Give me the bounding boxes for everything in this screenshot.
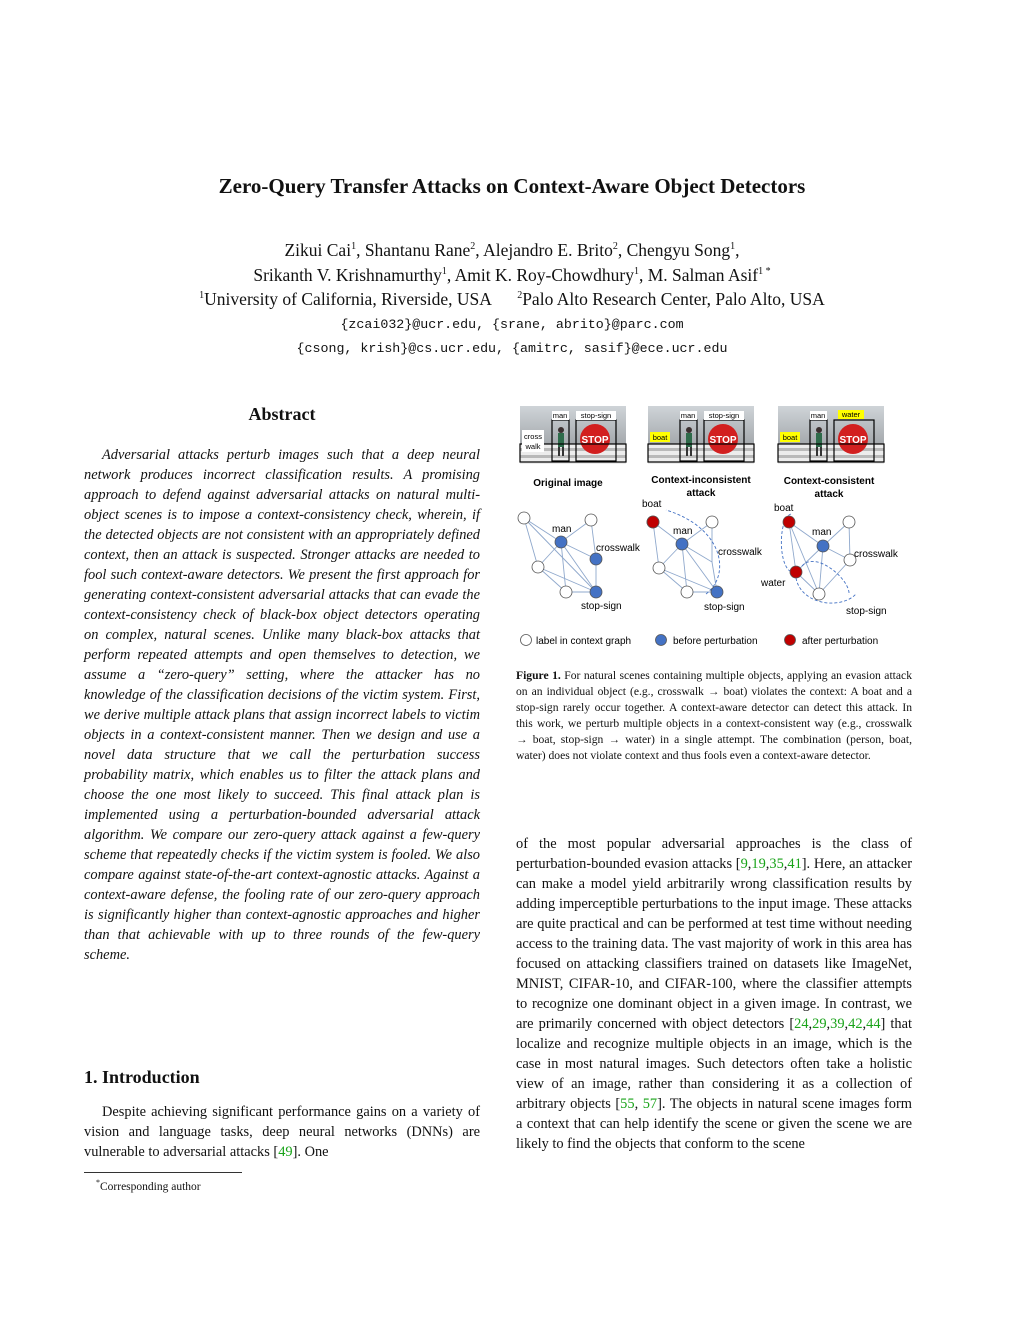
paper-title: Zero-Query Transfer Attacks on Context-Aware Object Detectors — [218, 174, 806, 198]
svg-text:label in context graph: label in context graph — [536, 636, 632, 647]
panel-caption: Context-consistent — [783, 476, 875, 487]
citation-link[interactable]: 49 — [278, 1144, 293, 1160]
email-line-1: {zcai032}@ucr.edu, {srane, abrito}@parc.com — [340, 317, 684, 332]
panel-caption: attack — [814, 489, 844, 500]
abstract-heading: Abstract — [248, 404, 316, 424]
intro-continued: of the most popular adversarial approaches is the class of perturbation-bounded evasion attacks [9,19,35,41]. Here, an attacker can make a model yield arbitrarily wrong classification results by adding imperceptible perturbations to the input image. These attacks are quite practical and can be performed at test time without needing access to the training data. The vast majority of work in this area has focused on attacking classifiers trained on datasets like ImageNet, MNIST, CIFAR-10, and CIFAR-100, where the classifier attempts to recognize one dominant object in a given image. In contrast, we are primarily concerned with object detectors [24,29,39,42,44] that localize and recognize multiple objects in an image, which is the case in most natural images. Such detectors often take a holistic view of an image, rather than considering it as a collection of arbitrary objects [55, 57]. The objects in natural scene images form a context that can help identify the scene or given the scene we are likely to find the objects that conform to the scene — [516, 836, 912, 1152]
panel-caption: Context-inconsistent — [651, 475, 751, 486]
box-label-stop-sign: stop-sign — [580, 411, 612, 420]
svg-text:STOP: STOP — [581, 435, 609, 446]
citation-link[interactable]: 44 — [866, 1016, 881, 1032]
citation-link[interactable]: 57 — [642, 1096, 658, 1112]
photo-context-consistent — [778, 406, 884, 464]
footnote-rule — [84, 1172, 242, 1173]
svg-text:stop-sign: stop-sign — [708, 411, 740, 420]
author-line-2: Srikanth V. Krishnamurthy$^1$, Amit K. Roy-Chowdhury$^1$, M. Salman Asif$^{1 *}$ — [253, 265, 771, 285]
svg-text:water: water — [841, 410, 861, 419]
footnote: *Corresponding author — [96, 1178, 201, 1193]
author: Alejandro E. Brito — [483, 240, 613, 260]
citation-link[interactable]: 24 — [794, 1016, 809, 1032]
svg-text:man: man — [552, 524, 572, 535]
svg-text:stop-sign: stop-sign — [581, 601, 622, 612]
citation-link[interactable]: 39 — [830, 1016, 845, 1032]
affiliation-1: University of California, Riverside, USA — [204, 289, 491, 309]
svg-text:man: man — [812, 527, 832, 538]
author: M. Salman Asif — [647, 265, 759, 285]
citation-link[interactable]: 9 — [740, 856, 748, 872]
svg-text:crosswalk: crosswalk — [718, 547, 762, 558]
svg-text:before perturbation: before perturbation — [673, 636, 758, 647]
author: Srikanth V. Krishnamurthy — [253, 265, 442, 285]
svg-text:STOP: STOP — [839, 435, 867, 446]
svg-text:boat: boat — [642, 499, 662, 510]
figure-caption: Figure 1. For natural scenes containing multiple objects, applying an evasion attack on an individual object (e.g., crosswalk → boat) violates the context: A boat and a stop-sign rarely occur together. A context-aware detector can detect this attack. In this work, we perturb multiple objects in a context-consistent way (e.g., crosswalk → boat, stop-sign → water) in a single attempt. The combination (person, boat, water) does not violate context and thus fools even a context-aware detector. — [516, 669, 912, 762]
svg-text:after perturbation: after perturbation — [802, 636, 879, 647]
citation-link[interactable]: 19 — [751, 856, 766, 872]
panel-caption: Original image — [533, 478, 603, 489]
intro-heading: 1. Introduction — [84, 1067, 200, 1087]
svg-text:man: man — [810, 411, 826, 420]
svg-text:crosswalk: crosswalk — [854, 549, 898, 560]
svg-text:boat: boat — [774, 503, 794, 514]
citation-link[interactable]: 35 — [769, 856, 784, 872]
intro-text: Despite achieving significant performance gains on a variety of vision and language tasks, deep neural networks (DNNs) are vulnerable to adversarial attacks [49]. One — [84, 1104, 480, 1160]
figure-legend — [521, 635, 879, 648]
author: Zikui Cai — [284, 240, 352, 260]
author: Chengyu Song — [626, 240, 731, 260]
email-line-2: {csong, krish}@cs.ucr.edu, {amitrc, sasif}@ece.ucr.edu — [296, 341, 728, 356]
box-label-cross: cross — [524, 432, 542, 441]
svg-text:man: man — [673, 526, 693, 537]
box-label-walk: walk — [525, 442, 541, 451]
photo-context-inconsistent — [648, 406, 754, 464]
citation-link[interactable]: 41 — [787, 856, 802, 872]
affiliations: $^1$University of California, Riverside, USA $^2$Palo Alto Research Center, Palo Alto, USA — [199, 289, 825, 309]
svg-text:STOP: STOP — [709, 435, 737, 446]
author-line-1: Zikui Cai$^1$, Shantanu Rane$^2$, Alejandro E. Brito$^2$, Chengyu Song$^1$, — [284, 240, 740, 260]
citation-link[interactable]: 42 — [848, 1016, 863, 1032]
svg-text:boat: boat — [652, 433, 668, 442]
author: Amit K. Roy-Chowdhury — [454, 265, 634, 285]
citation-link[interactable]: 29 — [812, 1016, 827, 1032]
svg-text:man: man — [680, 411, 696, 420]
panel-caption: attack — [686, 488, 716, 499]
svg-text:boat: boat — [782, 433, 798, 442]
photo-original — [520, 406, 626, 464]
figure-1 — [516, 400, 916, 662]
svg-text:water: water — [761, 578, 786, 589]
author: Shantanu Rane — [364, 240, 471, 260]
box-label-man: man — [552, 411, 568, 420]
affiliation-2: Palo Alto Research Center, Palo Alto, USA — [522, 289, 825, 309]
svg-text:crosswalk: crosswalk — [596, 543, 640, 554]
svg-text:stop-sign: stop-sign — [846, 606, 887, 617]
citation-link[interactable]: 55 — [620, 1096, 635, 1112]
abstract-text: Adversarial attacks perturb images such that a deep neural network produces incorrect classification results. A promising approach to defend against adversarial attacks on natural multi-object scenes is to impose a context-consistency check, wherein, if the detected objects are not consistent with an appropriately defined context, then an attack is suspected. Stronger attacks are needed to fool such context-aware detectors. We present the first approach for generating context-consistent adversarial attacks that can evade the context-consistency check of black-box object detectors operating on complex, natural scenes. Unlike many black-box attacks that perform repeated attempts and open themselves to detection, we assume a “zero-query” setting, where the attacker has no knowledge of the classification decisions of the victim system. First, we derive multiple attack plans that assign incorrect labels to victim objects in a context-consistent manner. Then we design and use a novel data structure that we call the perturbation success probability matrix, which enables us to filter the attack plans and choose the one most likely to succeed. This final attack plan is implemented using a perturbation-bounded adversarial attack algorithm. We compare our zero-query attack against a few-query scheme that repeatedly checks if the victim system is fooled. We also compare against state-of-the-art context-agnostic attacks. Against a context-aware defense, the fooling rate of our zero-query approach is significantly higher than context-agnostic approaches and higher than that achievable with up to three rounds of the few-query scheme. — [84, 447, 480, 963]
svg-text:stop-sign: stop-sign — [704, 602, 745, 613]
